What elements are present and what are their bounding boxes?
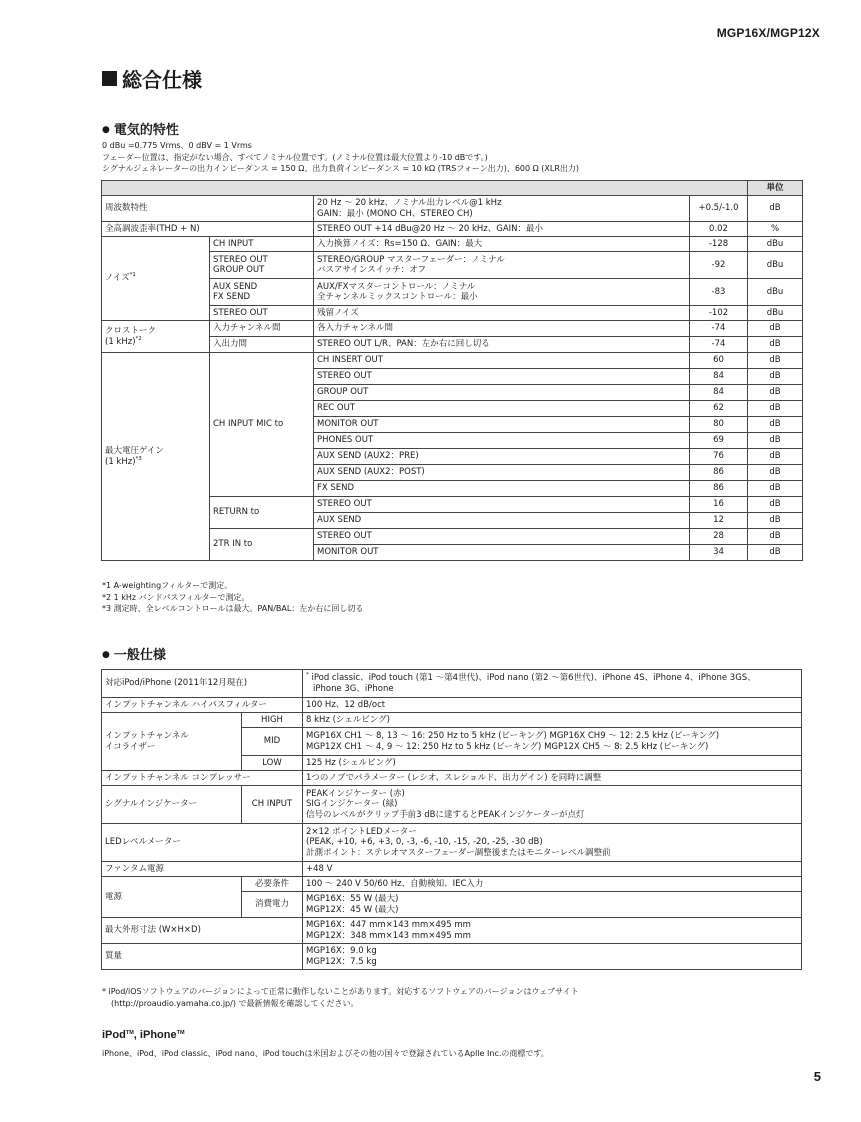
crosstalk-sub: 入力チャンネル間	[210, 321, 314, 337]
dims-value	[303, 918, 802, 944]
gain-condition: STEREO OUT	[314, 369, 690, 385]
general-heading-text: 一般仕様	[113, 648, 166, 663]
eq-low-label: LOW	[242, 756, 303, 771]
dims-label: 最大外形寸法 (W×H×D)	[102, 918, 303, 944]
label-line-text: (1 kHz)	[105, 336, 136, 347]
trademark-text: iPhone、iPod、iPod classic、iPod nano、iPod touchは米国およびその他の国々で登録されているAplle Inc.の商標です。	[102, 1049, 549, 1058]
label-line: インプットチャンネル	[105, 731, 189, 741]
gain-value: 86	[690, 481, 748, 497]
label-line: イコライザー	[105, 741, 156, 752]
gain-unit: dB	[748, 385, 803, 401]
noise-unit: dBu	[748, 306, 803, 321]
noise-condition	[314, 279, 690, 306]
eq-mid-label: MID	[242, 728, 303, 756]
signal-value	[303, 786, 802, 824]
noise-sub: CH INPUT	[210, 237, 314, 252]
footnote-mark: *1	[129, 272, 136, 278]
thd-label: 全高調波歪率(THD + N)	[102, 222, 314, 237]
value-line: MGP16X CH1 ～ 8, 13 ～ 16: 250 Hz to 5 kHz (ピーキング) MGP16X CH9 ～ 12: 2.5 kHz (ピーキング)	[306, 731, 720, 741]
gain-value: 86	[690, 465, 748, 481]
table-row	[102, 196, 803, 222]
noise-label-text: ノイズ	[105, 273, 130, 283]
gain-unit: dB	[748, 433, 803, 449]
value-line: MGP16X：55 W (最大)	[306, 894, 399, 904]
gain-value: 12	[690, 513, 748, 529]
thd-condition: STEREO OUT +14 dBu@20 Hz ～ 20 kHz、GAIN：最小	[314, 222, 690, 237]
gain-condition: AUX SEND (AUX2：POST)	[314, 465, 690, 481]
value-line-text: iPod classic、iPod touch (第1 ～第4世代)、iPod nano (第2 ～第6世代)、iPhone 4S、iPhone 4、iPhone 3GS、	[311, 673, 756, 683]
gain-condition: STEREO OUT	[314, 497, 690, 513]
model-name: MGP16X/MGP12X	[716, 26, 820, 40]
title-square-icon	[102, 71, 117, 86]
tm-iphone: iPhone	[139, 1029, 177, 1041]
footnote: *1 A-weightingフィルターで測定。	[102, 581, 233, 590]
table-row	[102, 877, 802, 892]
value-line: MGP16X：447 mm×143 mm×495 mm	[306, 920, 471, 930]
signal-label: シグナルインジケーター	[102, 786, 242, 824]
noise-unit: dBu	[748, 237, 803, 252]
footnote-mark: *3	[135, 455, 142, 462]
gain-unit: dB	[748, 369, 803, 385]
table-row	[102, 944, 802, 970]
gain-unit: dB	[748, 545, 803, 561]
crosstalk-label	[102, 321, 210, 353]
note-line: シグナルジェネレーターの出力インピーダンス = 150 Ω、出力負荷インピーダンス = 10 kΩ (TRSフォーン出力)、600 Ω (XLR出力)	[102, 164, 580, 174]
ipod-label: 対応iPod/iPhone (2011年12月現在)	[102, 670, 303, 698]
gain-unit: dB	[748, 353, 803, 369]
general-spec-table	[101, 669, 802, 970]
noise-value: -102	[690, 306, 748, 321]
eq-high-value: 8 kHz (シェルビング)	[303, 713, 802, 728]
electrical-spec-table	[101, 180, 803, 561]
eq-label	[102, 713, 242, 771]
gain-unit: dB	[748, 481, 803, 497]
thd-unit: %	[748, 222, 803, 237]
gain-value: 80	[690, 417, 748, 433]
table-row	[102, 918, 802, 944]
value-line: MGP12X：348 mm×143 mm×495 mm	[306, 930, 471, 941]
value-line: MGP12X CH1 ～ 4, 9 ～ 12: 250 Hz to 5 kHz (ピーキング) MGP12X CH5 ～ 8: 2.5 kHz (ピーキング)	[306, 741, 709, 752]
comp-value: 1つのノブでパラメーター (レシオ、スレショルド、出力ゲイン) を同時に調整	[303, 771, 802, 786]
label-line-text: (1 kHz)	[105, 456, 136, 467]
footnote-mark: *2	[135, 335, 142, 342]
value-line: 2×12 ポイントLEDメーター	[306, 826, 417, 837]
sub-line: FX SEND	[213, 292, 251, 302]
note-line: フェーダー位置は、指定がない場合、すべてノミナル位置です。(ノミナル位置は最大位置より-10 dBです。)	[102, 152, 488, 162]
table-row	[102, 670, 802, 698]
noise-sub	[210, 279, 314, 306]
power-label: 電源	[102, 877, 242, 918]
bullet-icon: ●	[102, 125, 110, 135]
table-row	[102, 771, 802, 786]
cond-line: GAIN：最小 (MONO CH、STEREO CH)	[317, 208, 473, 219]
gain-condition: STEREO OUT	[314, 529, 690, 545]
value-line: MGP16X：9.0 kg	[306, 946, 377, 956]
value-line: (PEAK, +10, +6, +3, 0, -3, -6, -10, -15, -20, -25, -30 dB)	[306, 837, 543, 848]
gain-unit: dB	[748, 401, 803, 417]
label-line	[105, 337, 206, 348]
electrical-heading	[102, 119, 179, 138]
electrical-notes	[102, 140, 579, 175]
noise-label	[102, 237, 210, 321]
gain-ch-input: CH INPUT MIC to	[210, 353, 314, 497]
page-title	[102, 64, 202, 93]
gain-value: 34	[690, 545, 748, 561]
crosstalk-unit: dB	[748, 337, 803, 353]
table-row	[102, 786, 802, 824]
value-line: SIGインジケーター (緑)	[306, 799, 398, 810]
crosstalk-value: -74	[690, 337, 748, 353]
value-line: iPhone 3G、iPhone	[313, 683, 394, 694]
value-line: 計測ポイント：ステレオマスターフェーダー調整後またはモニターレベル調整前	[306, 847, 611, 858]
gain-condition: CH INSERT OUT	[314, 353, 690, 369]
footnote: *3 測定時、全レベルコントロールは最大。PAN/BAL：左か右に回し切る	[102, 604, 364, 614]
page-number: 5	[813, 1069, 821, 1084]
table-row	[102, 321, 803, 337]
gain-unit: dB	[748, 513, 803, 529]
cond-line: AUX/FXマスターコントロール：ノミナル	[317, 281, 476, 292]
power-cons-label: 消費電力	[242, 892, 303, 918]
noise-condition: 入力換算ノイズ：Rs=150 Ω、GAIN：最大	[314, 237, 690, 252]
trademark-heading	[102, 1029, 185, 1041]
label-line: 最大電圧ゲイン	[105, 446, 164, 456]
gain-unit: dB	[748, 417, 803, 433]
noise-value: -83	[690, 279, 748, 306]
phantom-value: +48 V	[303, 862, 802, 877]
value-line: 信号のレベルがクリップ手前3 dBに達するとPEAKインジケーターが点灯	[306, 809, 585, 820]
freq-label: 周波数特性	[102, 196, 314, 222]
cond-line: STEREO/GROUP マスターフェーダー：ノミナル	[317, 254, 505, 265]
signal-sub: CH INPUT	[242, 786, 303, 824]
sub-line: STEREO OUT	[213, 254, 268, 265]
noise-unit: dBu	[748, 279, 803, 306]
freq-unit: dB	[748, 196, 803, 222]
noise-sub	[210, 252, 314, 279]
table-row	[102, 237, 803, 252]
table-row	[102, 353, 803, 369]
noise-condition	[314, 252, 690, 279]
gain-value: 84	[690, 369, 748, 385]
page-title-text: 総合仕様	[122, 68, 202, 92]
comp-label: インプットチャンネル コンプレッサー	[102, 771, 303, 786]
weight-label: 質量	[102, 944, 303, 970]
gain-value: 16	[690, 497, 748, 513]
footnote: *2 1 kHz バンドパスフィルターで測定。	[102, 592, 250, 602]
gain-unit: dB	[748, 465, 803, 481]
gain-2tr: 2TR IN to	[210, 529, 314, 561]
gain-condition: AUX SEND (AUX2：PRE)	[314, 449, 690, 465]
gain-value: 62	[690, 401, 748, 417]
crosstalk-condition: STEREO OUT L/R、PAN：左か右に回し切る	[314, 337, 690, 353]
eq-high-label: HIGH	[242, 713, 303, 728]
gain-value: 84	[690, 385, 748, 401]
gain-condition: GROUP OUT	[314, 385, 690, 401]
electrical-footnotes	[102, 580, 363, 615]
cond-line: 20 Hz ～ 20 kHz、ノミナル出力レベル@1 kHz	[317, 198, 502, 208]
noise-value: -92	[690, 252, 748, 279]
noise-value: -128	[690, 237, 748, 252]
hpf-label: インプットチャンネル ハイパスフィルター	[102, 698, 303, 713]
crosstalk-condition: 各入力チャンネル間	[314, 321, 690, 337]
table-row	[102, 862, 802, 877]
ipod-value	[303, 670, 802, 698]
gain-condition: AUX SEND	[314, 513, 690, 529]
table-row	[102, 222, 803, 237]
cond-line: 全チャンネルミックスコントロール：最小	[317, 292, 478, 302]
general-footnote	[102, 986, 579, 1009]
value-line: MGP12X：45 W (最大)	[306, 904, 399, 915]
weight-value	[303, 944, 802, 970]
gain-label	[102, 353, 210, 561]
note-line: 0 dBu =0.775 Vrms、0 dBV = 1 Vrms	[102, 141, 252, 150]
gain-unit: dB	[748, 449, 803, 465]
power-req-label: 必要条件	[242, 877, 303, 892]
noise-unit: dBu	[748, 252, 803, 279]
label-line	[105, 457, 206, 468]
header-blank	[102, 181, 748, 196]
gain-condition: REC OUT	[314, 401, 690, 417]
tm-separator: ,	[133, 1029, 140, 1041]
bullet-icon: ●	[102, 650, 110, 660]
gain-value: 76	[690, 449, 748, 465]
noise-sub: STEREO OUT	[210, 306, 314, 321]
gain-condition: PHONES OUT	[314, 433, 690, 449]
general-heading	[102, 644, 166, 663]
led-label: LEDレベルメーター	[102, 824, 303, 862]
sub-line: AUX SEND	[213, 281, 258, 292]
gain-return: RETURN to	[210, 497, 314, 529]
footnote: (http://proaudio.yamaha.co.jp/) で最新情報を確認してください。	[111, 998, 359, 1008]
gain-value: 28	[690, 529, 748, 545]
tm-mark: TM	[176, 1030, 185, 1036]
freq-condition	[314, 196, 690, 222]
footnote-mark: *	[306, 672, 309, 678]
phantom-label: ファンタム電源	[102, 862, 303, 877]
table-row	[102, 698, 802, 713]
hpf-value: 100 Hz、12 dB/oct	[303, 698, 802, 713]
led-value	[303, 824, 802, 862]
power-cons-value	[303, 892, 802, 918]
gain-value: 69	[690, 433, 748, 449]
cond-line: バスアサインスイッチ：オフ	[317, 265, 427, 275]
value-line: PEAKインジケーター (赤)	[306, 788, 405, 799]
gain-unit: dB	[748, 529, 803, 545]
tm-ipod: iPod	[102, 1029, 126, 1041]
sub-line: GROUP OUT	[213, 265, 265, 275]
unit-header: 単位	[748, 181, 803, 196]
thd-value: 0.02	[690, 222, 748, 237]
gain-unit: dB	[748, 497, 803, 513]
value-line	[306, 673, 798, 684]
eq-mid-value	[303, 728, 802, 756]
noise-condition: 残留ノイズ	[314, 306, 690, 321]
eq-low-value: 125 Hz (シェルビング)	[303, 756, 802, 771]
tm-mark: TM	[125, 1030, 134, 1036]
freq-value: +0.5/-1.0	[690, 196, 748, 222]
label-line: クロストーク	[105, 326, 157, 336]
table-row	[102, 713, 802, 728]
crosstalk-sub: 入出力間	[210, 337, 314, 353]
gain-value: 60	[690, 353, 748, 369]
gain-condition: FX SEND	[314, 481, 690, 497]
table-row	[102, 824, 802, 862]
electrical-heading-text: 電気的特性	[113, 123, 179, 138]
power-req-value: 100 ～ 240 V 50/60 Hz、自動検知、IEC入力	[303, 877, 802, 892]
gain-condition: MONITOR OUT	[314, 417, 690, 433]
crosstalk-unit: dB	[748, 321, 803, 337]
crosstalk-value: -74	[690, 321, 748, 337]
footnote: * iPod/iOSソフトウェアのバージョンによって正常に動作しないことがあります。対応するソフトウェアのバージョンはウェブサイト	[102, 987, 579, 996]
gain-condition: MONITOR OUT	[314, 545, 690, 561]
value-line: MGP12X：7.5 kg	[306, 956, 377, 967]
